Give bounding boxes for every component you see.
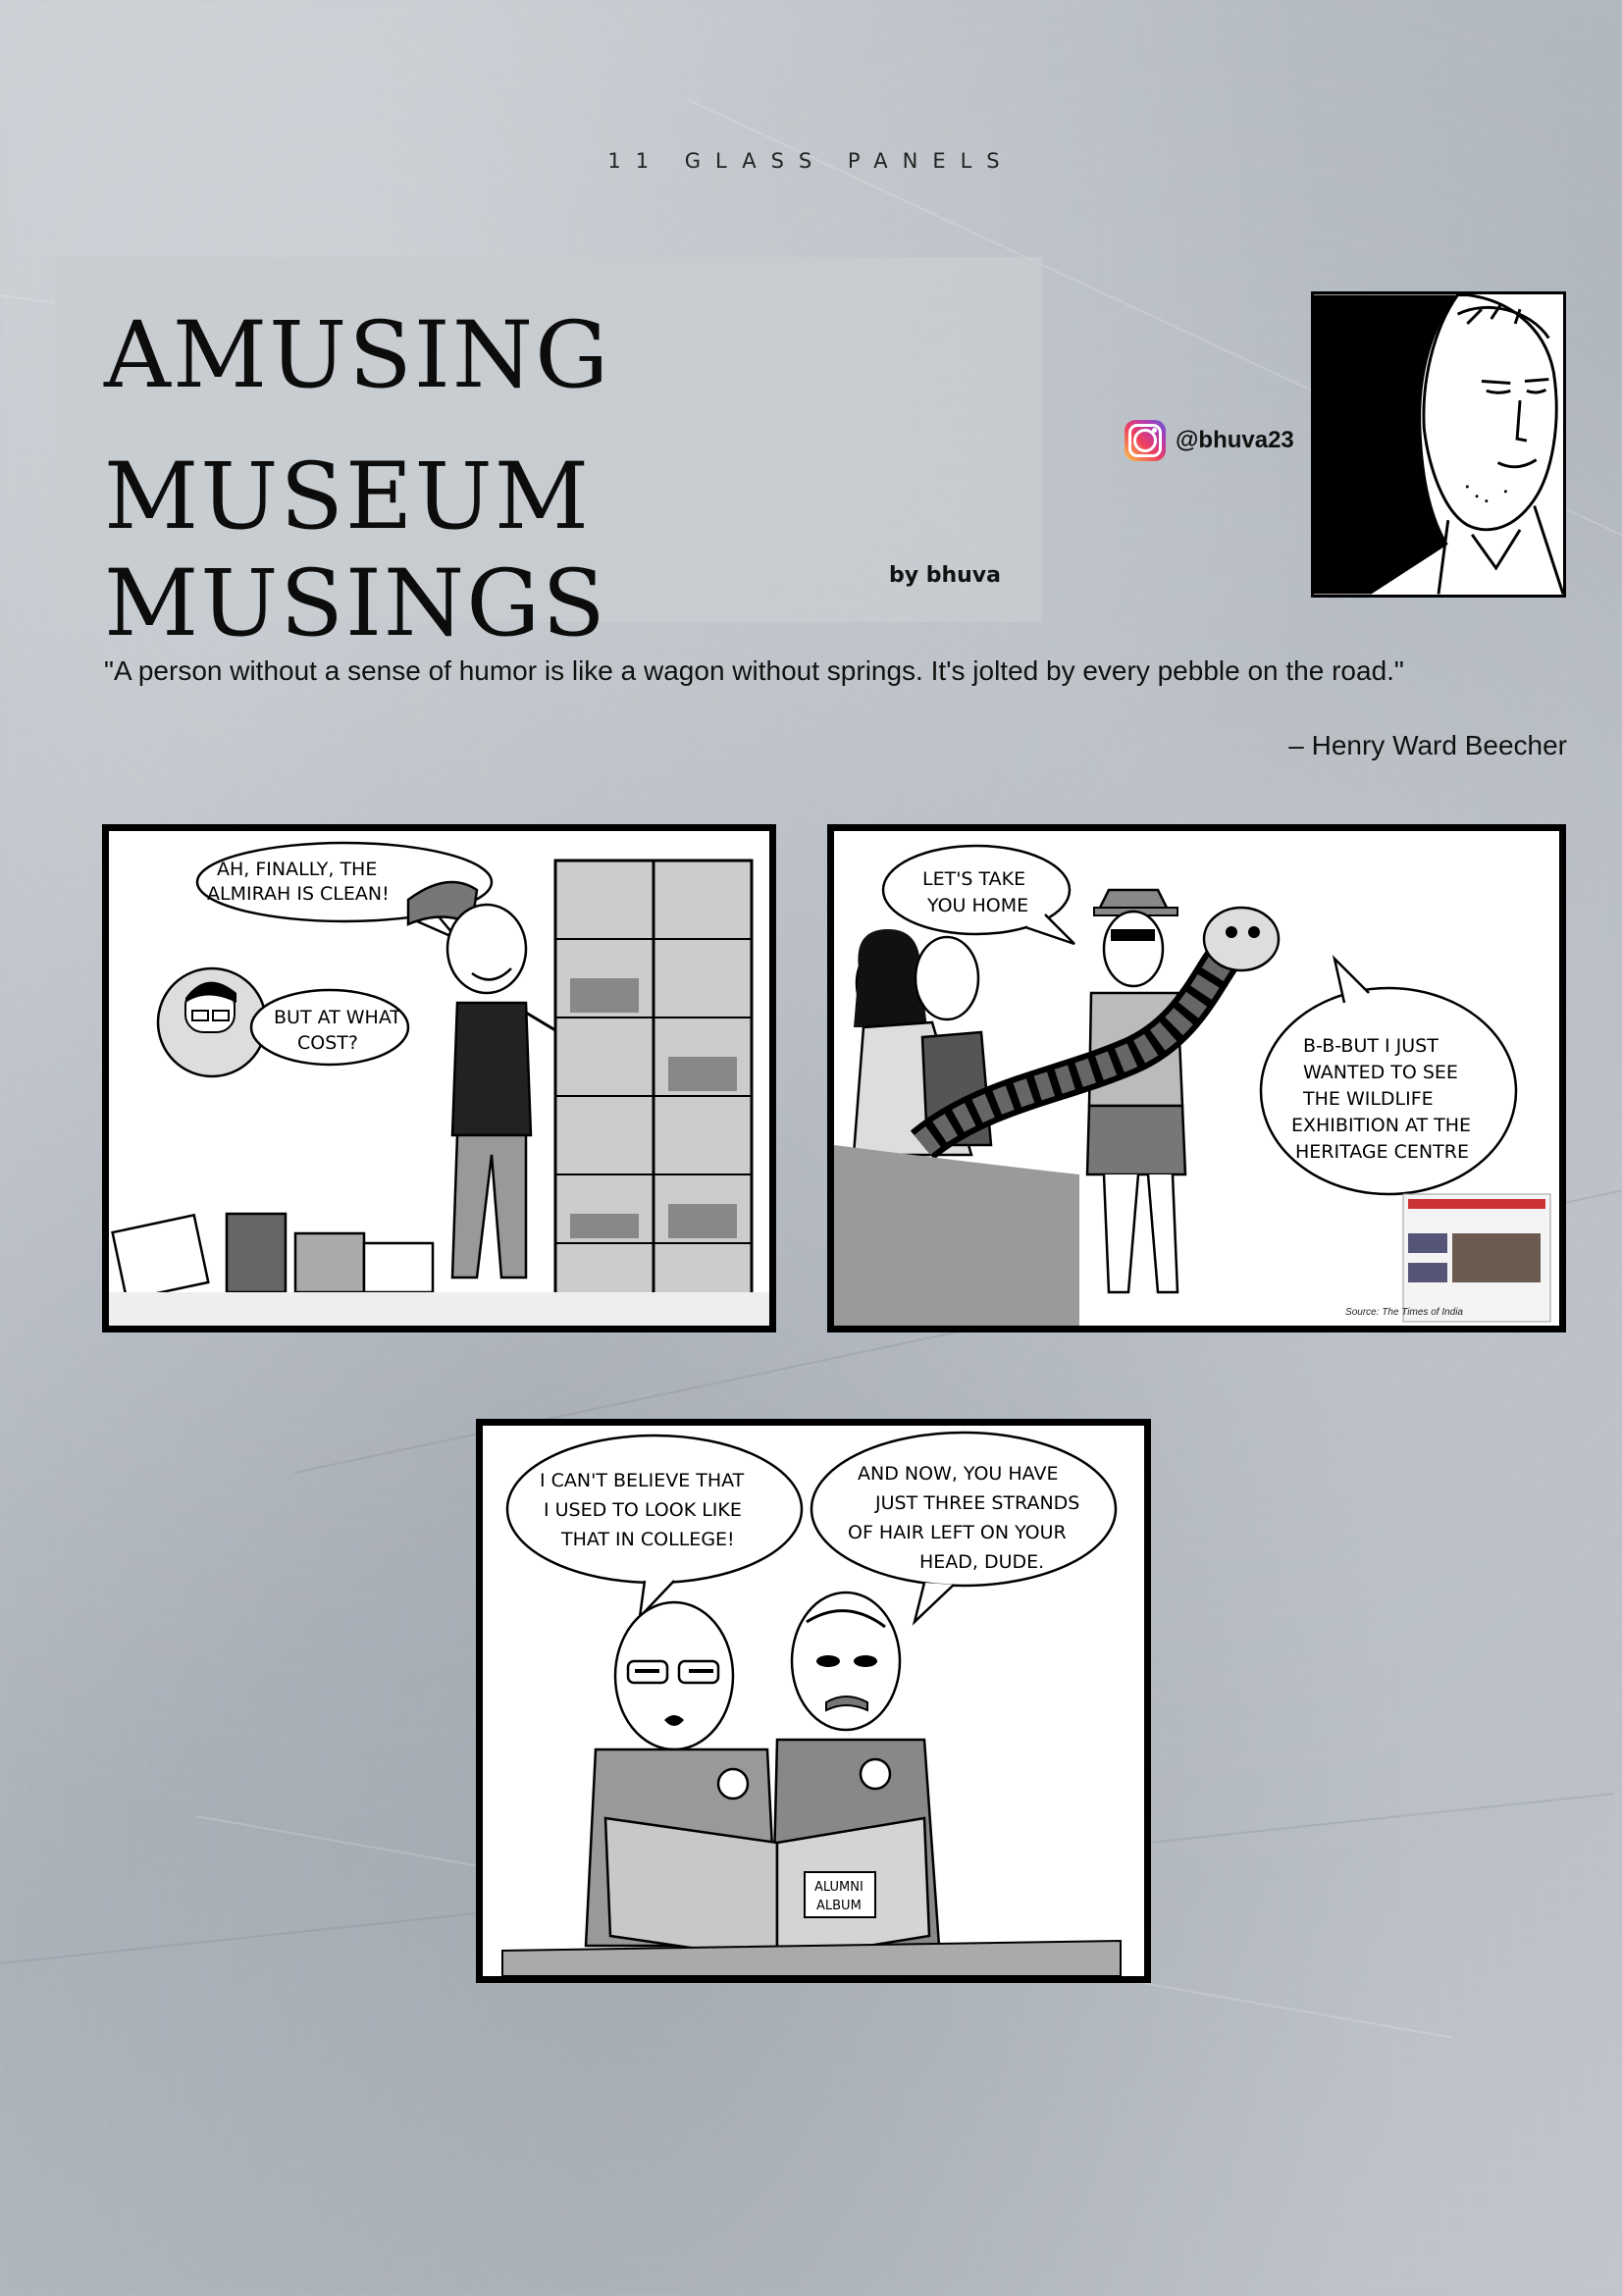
bubble-text: I CAN'T BELIEVE THAT [540,1470,745,1491]
quote-author: – Henry Ward Beecher [1288,730,1567,760]
bubble-text: AH, FINALLY, THE [217,859,378,880]
bubble-text: EXHIBITION AT THE [1291,1115,1472,1136]
series-label: 11 GLASS PANELS [607,149,1015,173]
bubble-text: COST? [297,1032,358,1054]
title-box [55,257,1042,657]
bubble-text: I USED TO LOOK LIKE [544,1499,742,1521]
image-source-credit: Source: The Times of India [1345,1307,1463,1318]
bubble-text: LET'S TAKE [922,868,1026,890]
book-label: ALBUM [816,1899,862,1913]
bubble-text: AND NOW, YOU HAVE [858,1463,1059,1485]
byline: by bhuva [888,563,1001,588]
bubble-text: JUST THREE STRANDS [875,1492,1080,1514]
title-line-2: MUSEUM MUSINGS [104,444,607,657]
bubble-text: HERITAGE CENTRE [1295,1141,1469,1163]
bubble-text: THE WILDLIFE [1303,1088,1434,1110]
bubble-text: BUT AT WHAT [274,1007,401,1028]
book-label: ALUMNI [814,1880,863,1895]
bubble-text: OF HAIR LEFT ON YOUR [848,1522,1067,1543]
bubble-text: WANTED TO SEE [1303,1062,1458,1083]
bubble-text: YOU HOME [927,895,1029,916]
bubble-text: B-B-BUT I JUST [1303,1035,1439,1057]
instagram-handle: @bhuva23 [1176,427,1294,453]
quote-text: "A person without a sense of humor is like a wagon without springs. It's jolted by every pebble on the road." [104,655,1404,686]
comic-panel-snake [827,824,1566,1332]
instagram-icon [1125,420,1166,461]
title-line-1: AMUSING [104,302,611,409]
comic-panel-almirah [102,824,776,1332]
instagram-handle-link[interactable] [1125,420,1294,461]
bubble-text: THAT IN COLLEGE! [561,1529,735,1550]
author-portrait [1311,291,1566,598]
bubble-text: HEAD, DUDE. [919,1551,1045,1573]
bubble-text: ALMIRAH IS CLEAN! [207,883,390,905]
comic-panel-alumni [476,1419,1151,1983]
